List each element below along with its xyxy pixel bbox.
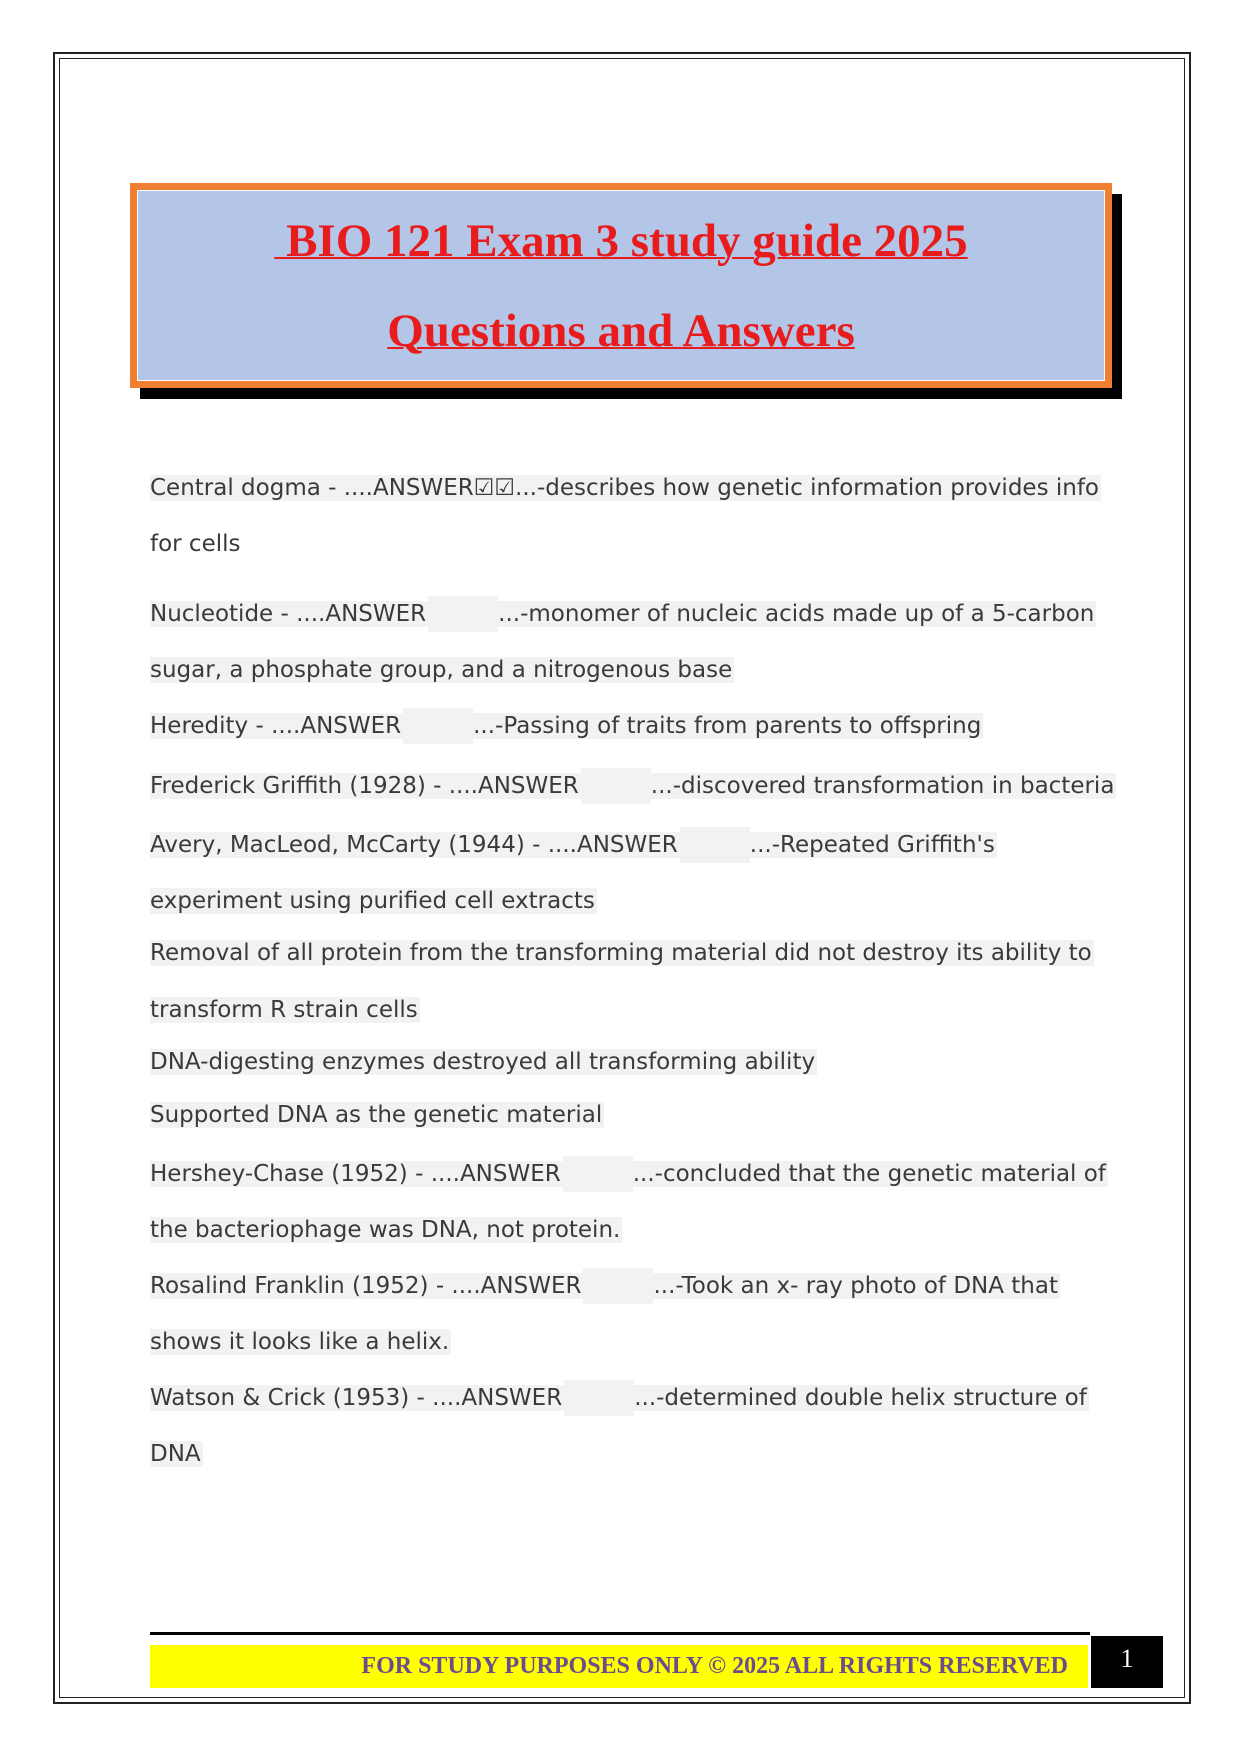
qa-continuation: the bacteriophage was DNA, not protein. bbox=[150, 1217, 621, 1243]
footer-notice: FOR STUDY PURPOSES ONLY © 2025 ALL RIGHTS RESERVED bbox=[361, 1653, 1068, 1679]
qa-entry-continuation bbox=[150, 1324, 451, 1360]
qa-term: Frederick Griffith (1928) - ....ANSWER bbox=[150, 773, 579, 799]
qa-entry-continuation bbox=[150, 526, 241, 562]
answer-gap bbox=[403, 708, 473, 744]
qa-entry-franklin bbox=[150, 1268, 1060, 1304]
qa-term: Avery, MacLeod, McCarty (1944) - ....ANSWER bbox=[150, 832, 678, 858]
footer-bar bbox=[150, 1645, 1088, 1688]
qa-entry-central-dogma bbox=[150, 470, 1101, 506]
document-title-line-1: BIO 121 Exam 3 study guide 2025 bbox=[274, 214, 968, 267]
qa-continuation: experiment using purified cell extracts bbox=[150, 888, 595, 914]
qa-entry-note bbox=[150, 1097, 604, 1133]
qa-continuation: for cells bbox=[150, 531, 241, 557]
answer-gap bbox=[564, 1380, 634, 1416]
qa-continuation: shows it looks like a helix. bbox=[150, 1329, 450, 1355]
footer-rule bbox=[150, 1632, 1090, 1635]
qa-entry-note bbox=[150, 1044, 817, 1080]
qa-continuation: transform R strain cells bbox=[150, 997, 418, 1023]
qa-note: Removal of all protein from the transforming material did not destroy its ability to bbox=[150, 940, 1092, 966]
qa-entry-continuation bbox=[150, 652, 734, 688]
qa-term: Central dogma - ....ANSWER☑☑...-describes how genetic information provides info bbox=[150, 475, 1099, 501]
qa-entry-avery bbox=[150, 827, 997, 863]
answer-gap bbox=[563, 1156, 633, 1192]
qa-term: Watson & Crick (1953) - ....ANSWER bbox=[150, 1385, 563, 1411]
qa-entry-griffith bbox=[150, 768, 1116, 804]
answer-gap bbox=[428, 596, 498, 632]
qa-entry-note bbox=[150, 935, 1094, 971]
qa-continuation: sugar, a phosphate group, and a nitrogenous base bbox=[150, 657, 733, 683]
qa-answer: ...-Took an x- ray photo of DNA that bbox=[653, 1273, 1058, 1299]
answer-gap bbox=[680, 827, 750, 863]
qa-answer: ...-discovered transformation in bacteria bbox=[650, 773, 1115, 799]
qa-term: Heredity - ....ANSWER bbox=[150, 713, 402, 739]
qa-entry-heredity bbox=[150, 708, 983, 744]
qa-continuation: DNA bbox=[150, 1441, 201, 1467]
answer-gap bbox=[583, 1268, 653, 1304]
qa-entry-continuation bbox=[150, 992, 420, 1028]
qa-entry-continuation bbox=[150, 1436, 203, 1472]
page-number: 1 bbox=[1091, 1636, 1163, 1688]
qa-term: Rosalind Franklin (1952) - ....ANSWER bbox=[150, 1273, 582, 1299]
qa-answer: ...-monomer of nucleic acids made up of a 5-carbon bbox=[498, 601, 1095, 627]
qa-entry-nucleotide bbox=[150, 596, 1096, 632]
qa-answer: ...-concluded that the genetic material of bbox=[632, 1161, 1106, 1187]
document-title-line-2: Questions and Answers bbox=[387, 304, 855, 357]
title-box bbox=[130, 183, 1112, 388]
qa-answer: ...-Repeated Griffith's bbox=[749, 832, 995, 858]
title-box-inner bbox=[137, 190, 1105, 381]
answer-gap bbox=[581, 768, 651, 804]
qa-entry-watson-crick bbox=[150, 1380, 1089, 1416]
qa-entry-hershey-chase bbox=[150, 1156, 1108, 1192]
qa-note: Supported DNA as the genetic material bbox=[150, 1102, 603, 1128]
qa-entry-continuation bbox=[150, 1212, 622, 1248]
qa-entry-continuation bbox=[150, 883, 597, 919]
qa-term: Hershey-Chase (1952) - ....ANSWER bbox=[150, 1161, 561, 1187]
qa-answer: ...-Passing of traits from parents to offspring bbox=[473, 713, 982, 739]
qa-note: DNA-digesting enzymes destroyed all transforming ability bbox=[150, 1049, 816, 1075]
qa-term: Nucleotide - ....ANSWER bbox=[150, 601, 427, 627]
qa-answer: ...-determined double helix structure of bbox=[634, 1385, 1087, 1411]
